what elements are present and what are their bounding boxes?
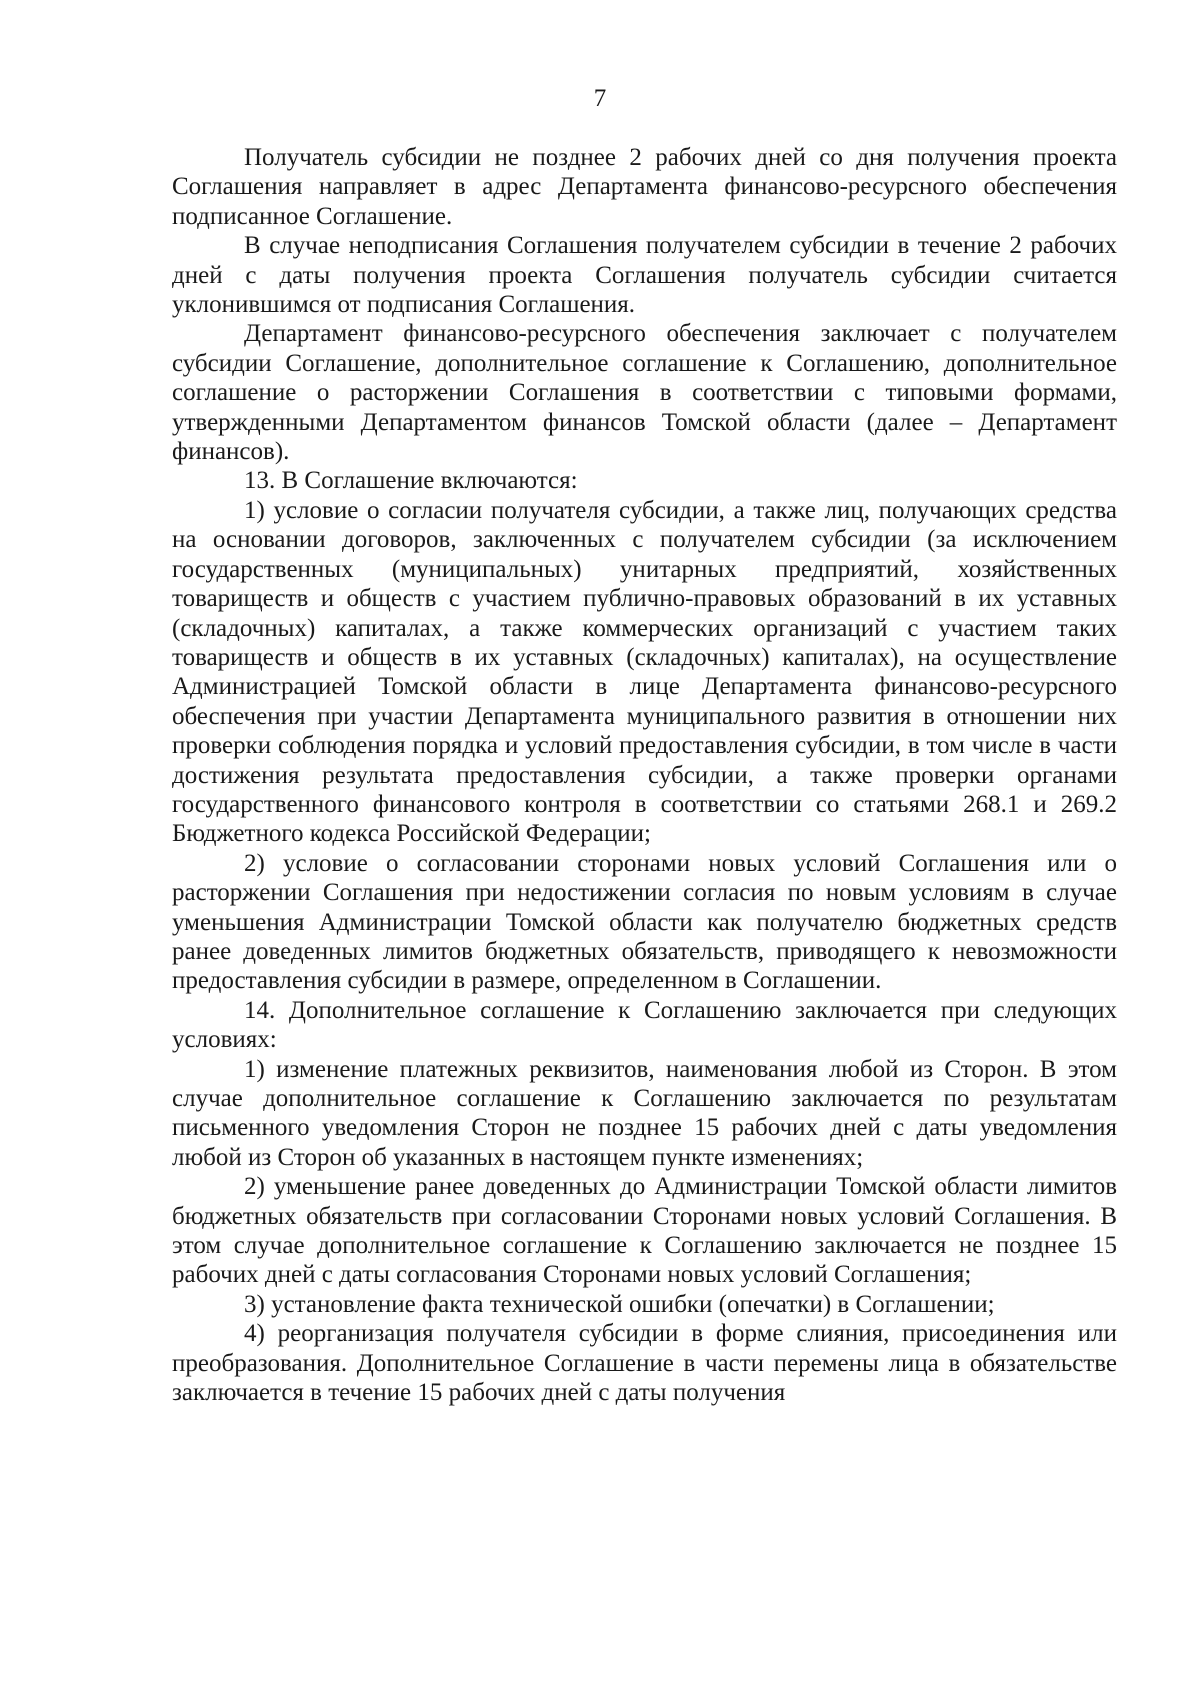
paragraph-section-13-heading: 13. В Соглашение включаются:	[244, 467, 578, 495]
paragraph-non-signing: В случае неподписания Соглашения получателем субсидии в течение 2 рабочих дней с даты получения проекта Соглашения получатель субсидии считается уклонившимся от подписания Соглашения.	[172, 232, 1117, 319]
paragraph-section-13-item-2: 2) условие о согласовании сторонами новых условий Соглашения или о расторжении Соглашения при недостижении согласия по новым условиям в случае уменьшения Администрации Томской области как получателю бюджетных средств ранее доведенных лимитов бюджетных обязательств, приводящего к невозможности предоставления субсидии в размере, определенном в Соглашении.	[172, 849, 1117, 995]
paragraph-section-14-item-2: 2) уменьшение ранее доведенных до Администрации Томской области лимитов бюджетных обязательств при согласовании Сторонами новых условий Соглашения. В этом случае дополнительное соглашение к Соглашению заключается не позднее 15 рабочих дней с даты согласования Сторонами новых условий Соглашения;	[172, 1173, 1117, 1289]
paragraph-section-14-item-3: 3) установление факта технической ошибки (опечатки) в Соглашении;	[244, 1290, 995, 1318]
page-number: 7	[593, 85, 607, 112]
paragraph-section-14-item-4: 4) реорганизация получателя субсидии в форме слияния, присоединения или преобразования. Дополнительное Соглашение в части перемены лица в обязательстве заключается в течение 15 рабочих дней с даты получения	[172, 1320, 1117, 1407]
paragraph-section-14-item-1: 1) изменение платежных реквизитов, наименования любой из Сторон. В этом случае дополнительное соглашение к Соглашению заключается по результатам письменного уведомления Сторон не позднее 15 рабочих дней с даты уведомления любой из Сторон об указанных в настоящем пункте изменениях;	[172, 1055, 1117, 1171]
paragraph-section-13-item-1: 1) условие о согласии получателя субсидии, а также лиц, получающих средства на основании договоров, заключенных с получателем субсидии (за исключением государственных (муниципальных) унитарных предприятий, хозяйственных товариществ и обществ с участием публично-правовых образований в их уставных (складочных) капиталах, а также коммерческих организаций с участием таких товариществ и обществ в их уставных (складочных) капиталах), на осуществление Администрацией Томской области в лице Департамента финансово-ресурсного обеспечения при участии Департамента муниципального развития в отношении них проверки соблюдения порядка и условий предоставления субсидии, в том числе в части достижения результата предоставления субсидии, а также проверки органами государственного финансового контроля в соответствии со статьями 268.1 и 269.2 Бюджетного кодекса Российской Федерации;	[172, 496, 1117, 848]
paragraph-recipient-sends-agreement: Получатель субсидии не позднее 2 рабочих дней со дня получения проекта Соглашения направляет в адрес Департамента финансово-ресурсного обеспечения подписанное Соглашение.	[172, 144, 1117, 230]
document-body	[172, 143, 1117, 1407]
paragraph-section-14-heading: 14. Дополнительное соглашение к Соглашению заключается при следующих условиях:	[172, 996, 1117, 1054]
paragraph-department-concludes: Департамент финансово-ресурсного обеспечения заключает с получателем субсидии Соглашение, дополнительное соглашение к Соглашению, дополнительное соглашение о расторжении Соглашения в соответствии с типовыми формами, утвержденными Департаментом финансов Томской области (далее – Департамент финансов).	[172, 320, 1117, 466]
